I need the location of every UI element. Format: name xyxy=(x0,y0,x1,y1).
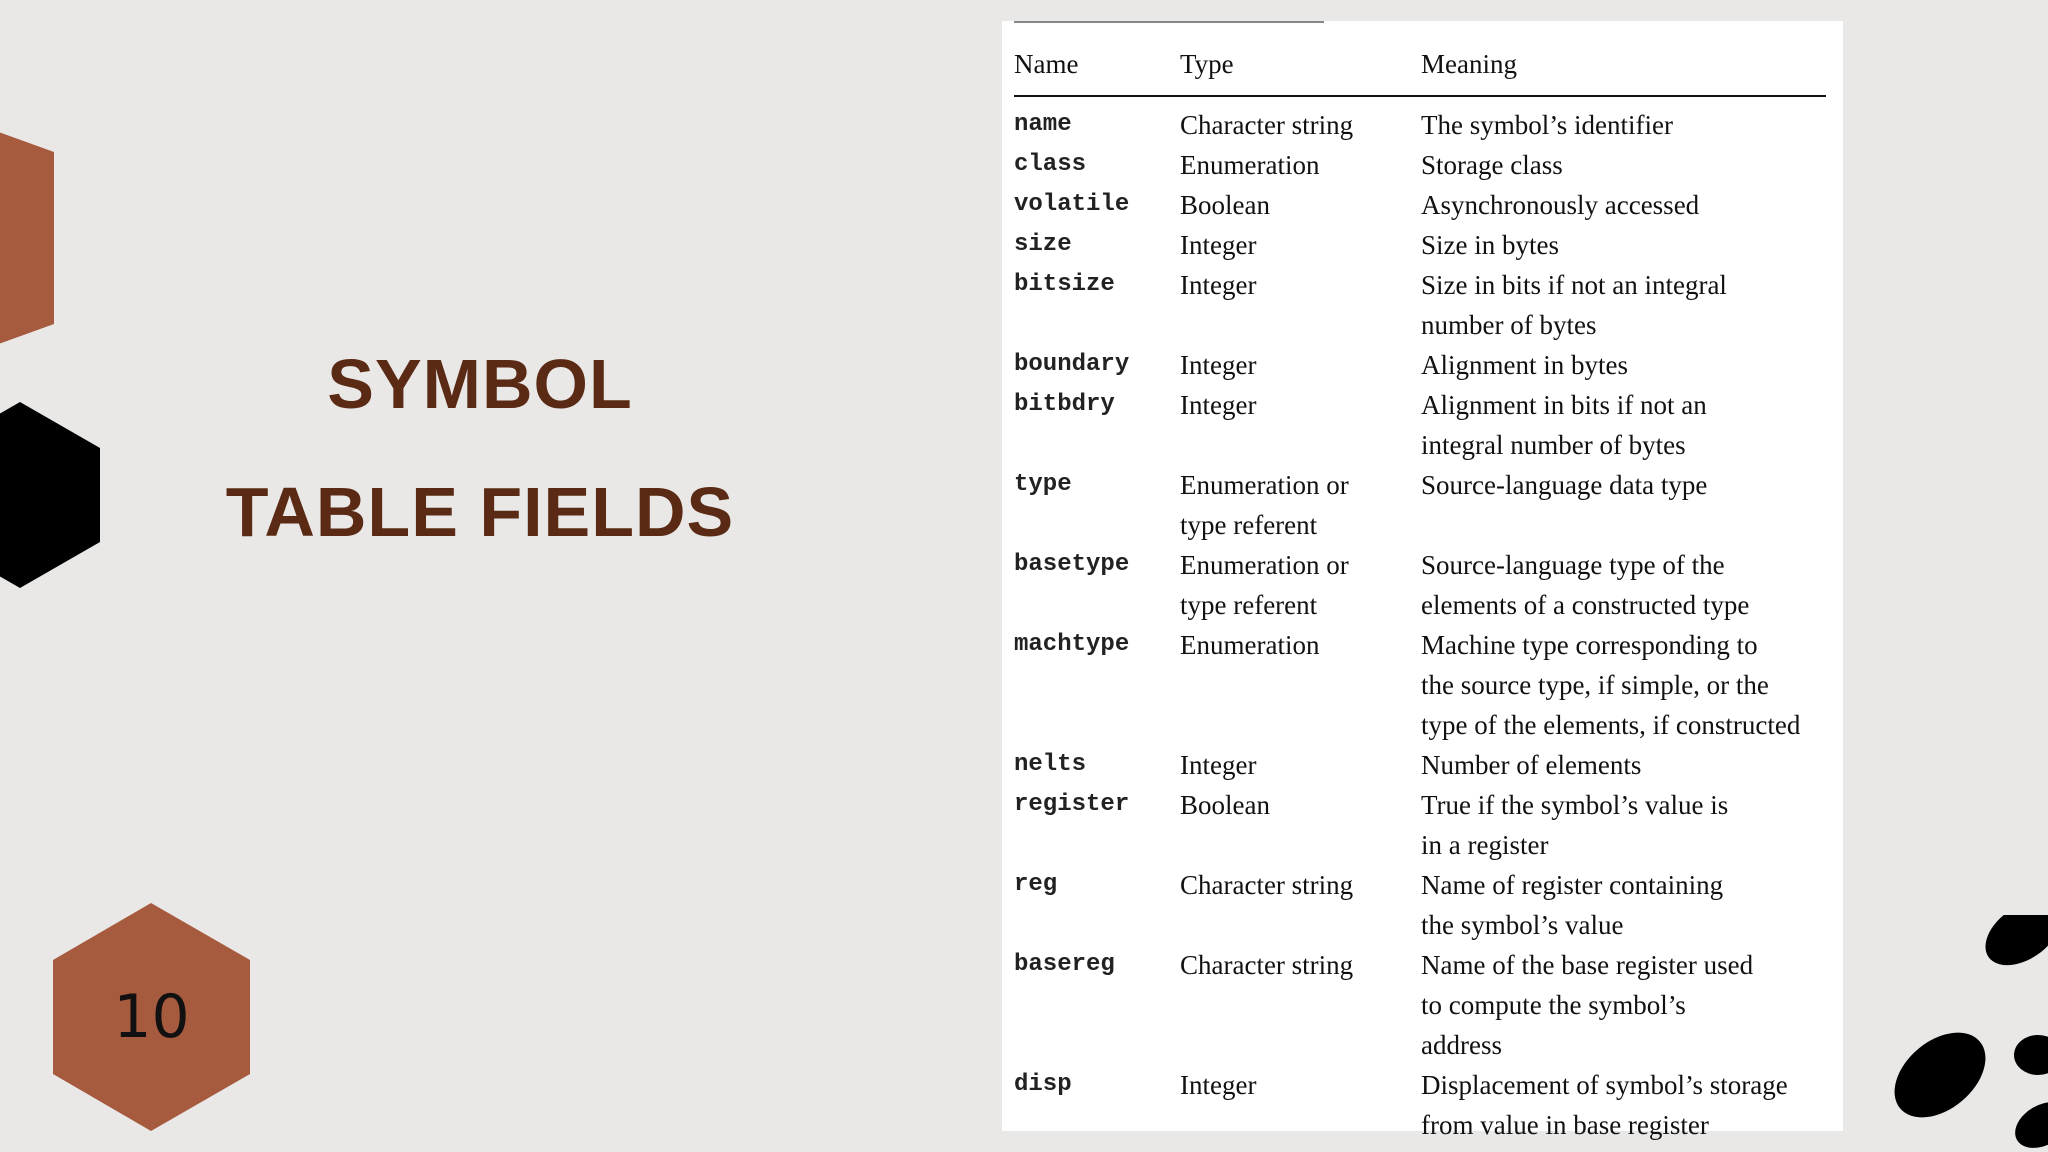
field-meaning: Machine type corresponding to the source type, if simple, or the type of the elements, if constructed xyxy=(1421,630,1801,740)
table-row xyxy=(1014,265,1834,345)
field-meaning: Name of register containing the symbol’s value xyxy=(1421,870,1724,940)
field-type: Integer xyxy=(1180,390,1257,420)
table-row xyxy=(1014,185,1834,225)
field-name: bitsize xyxy=(1014,271,1115,298)
header-type: Type xyxy=(1180,49,1234,79)
field-name: disp xyxy=(1014,1071,1072,1098)
title-line-2: TABLE FIELDS xyxy=(225,473,735,551)
table-row xyxy=(1014,545,1834,625)
field-type: Enumeration or type referent xyxy=(1180,550,1349,620)
black-blob-decoration xyxy=(1888,915,2048,1152)
table-row xyxy=(1014,105,1834,145)
field-meaning: Alignment in bits if not an integral number of bytes xyxy=(1421,390,1707,460)
field-type: Character string xyxy=(1180,870,1354,900)
field-meaning: Displacement of symbol’s storage from value in base register xyxy=(1421,1070,1788,1140)
header-name: Name xyxy=(1014,49,1079,79)
table-body xyxy=(1014,105,1834,1145)
field-type: Enumeration xyxy=(1180,630,1320,660)
table-row xyxy=(1014,1065,1834,1145)
field-type: Character string xyxy=(1180,110,1354,140)
field-meaning: Number of elements xyxy=(1421,750,1642,780)
field-name: class xyxy=(1014,151,1087,178)
field-type: Integer xyxy=(1180,270,1257,300)
table-row xyxy=(1014,945,1834,1065)
field-name: basetype xyxy=(1014,551,1130,578)
field-name: nelts xyxy=(1014,751,1087,778)
field-meaning: The symbol’s identifier xyxy=(1421,110,1673,140)
table-row xyxy=(1014,345,1834,385)
slide-title xyxy=(160,320,800,576)
field-type: Integer xyxy=(1180,350,1257,380)
field-type: Integer xyxy=(1180,750,1257,780)
field-name: size xyxy=(1014,231,1072,258)
table-row xyxy=(1014,785,1834,865)
table-row xyxy=(1014,385,1834,465)
table-row xyxy=(1014,145,1834,185)
field-meaning: Storage class xyxy=(1421,150,1563,180)
field-name: type xyxy=(1014,471,1072,498)
table-row xyxy=(1014,745,1834,785)
rust-hexagon-decoration xyxy=(0,118,54,358)
field-type: Integer xyxy=(1180,1070,1257,1100)
field-meaning: Source-language type of the elements of a constructed type xyxy=(1421,550,1750,620)
field-type: Enumeration xyxy=(1180,150,1320,180)
field-name: basereg xyxy=(1014,951,1115,978)
table-row xyxy=(1014,225,1834,265)
field-meaning: Size in bytes xyxy=(1421,230,1559,260)
top-rule xyxy=(1014,21,1324,23)
table-header xyxy=(1014,49,1826,97)
page-number: 10 xyxy=(113,982,190,1052)
field-name: register xyxy=(1014,791,1130,818)
field-name: name xyxy=(1014,111,1072,138)
symbol-table-image xyxy=(1002,21,1843,1140)
field-type: Boolean xyxy=(1180,190,1270,220)
header-meaning: Meaning xyxy=(1421,49,1517,79)
field-meaning: Alignment in bytes xyxy=(1421,350,1628,380)
table-row xyxy=(1014,865,1834,945)
title-line-1: SYMBOL xyxy=(327,345,633,423)
field-name: machtype xyxy=(1014,631,1130,658)
field-name: volatile xyxy=(1014,191,1130,218)
field-name: boundary xyxy=(1014,351,1130,378)
field-meaning: Asynchronously accessed xyxy=(1421,190,1700,220)
table-row xyxy=(1014,465,1834,545)
field-type: Boolean xyxy=(1180,790,1270,820)
field-type: Enumeration or type referent xyxy=(1180,470,1349,540)
black-hexagon-decoration xyxy=(0,402,100,588)
field-name: reg xyxy=(1014,871,1058,898)
table-row xyxy=(1014,625,1834,745)
field-meaning: Name of the base register used to compute the symbol’s address xyxy=(1421,950,1754,1060)
field-name: bitbdry xyxy=(1014,391,1115,418)
field-meaning: Size in bits if not an integral number of bytes xyxy=(1421,270,1727,340)
field-meaning: True if the symbol’s value is in a register xyxy=(1421,790,1729,860)
field-meaning: Source-language data type xyxy=(1421,470,1708,500)
field-type: Character string xyxy=(1180,950,1354,980)
field-type: Integer xyxy=(1180,230,1257,260)
